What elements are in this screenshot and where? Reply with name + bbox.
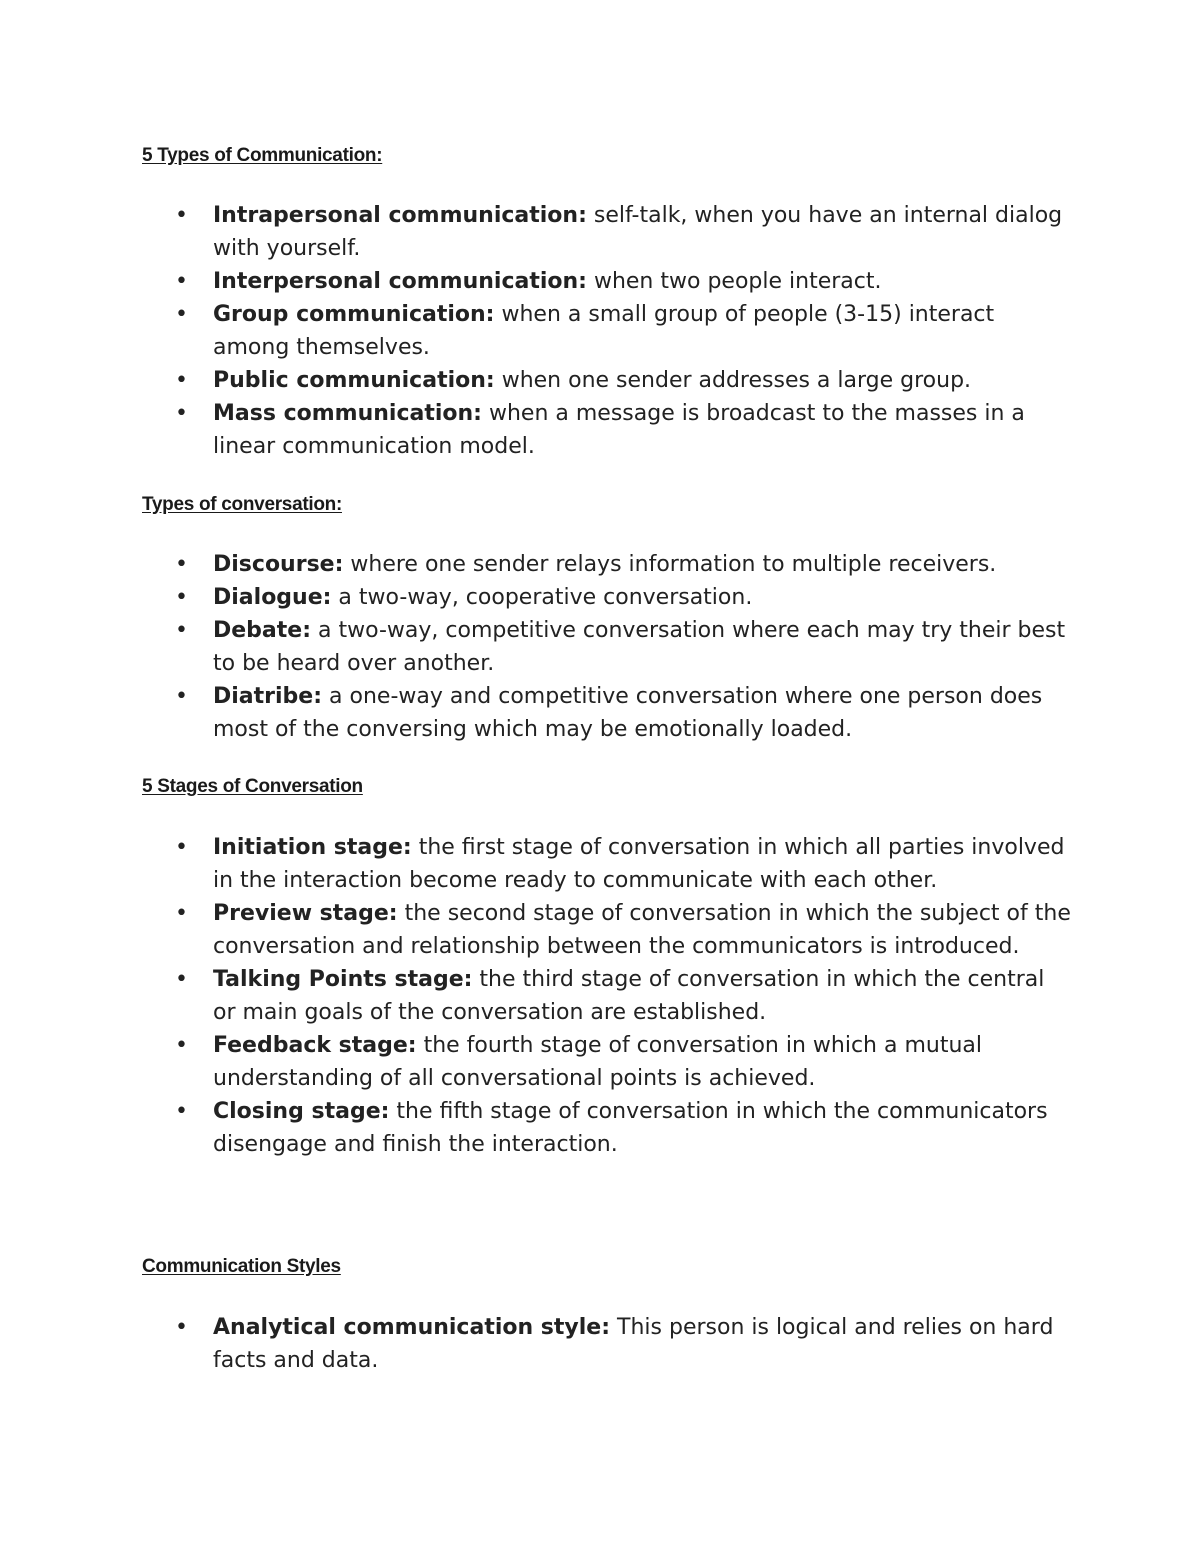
bullet-icon: • bbox=[175, 1099, 188, 1124]
bullet-icon: • bbox=[175, 618, 188, 643]
item-text: This person is logical and relies on hard facts and data. bbox=[213, 1315, 1054, 1373]
item-text: the fourth stage of conversation in which a mutual understanding of all conversational points is achieved. bbox=[213, 1033, 983, 1091]
list-item bbox=[0, 680, 1073, 746]
list-item bbox=[0, 1095, 1073, 1161]
item-text: a two-way, competitive conversation where each may try their best to be heard over another. bbox=[213, 618, 1066, 676]
list-item bbox=[0, 1311, 1073, 1377]
item-term: Initiation stage: bbox=[213, 835, 412, 860]
item-text: when a message is broadcast to the masses in a linear communication model. bbox=[213, 401, 1025, 459]
item-text: self-talk, when you have an internal dialog with yourself. bbox=[213, 203, 1063, 261]
list-item bbox=[0, 581, 1073, 614]
item-text: the third stage of conversation in which the central or main goals of the conversation are established. bbox=[213, 967, 1045, 1025]
section-heading-types-of-communication: 5 Types of Communication: bbox=[142, 145, 383, 166]
list-item bbox=[0, 548, 1073, 581]
bullet-icon: • bbox=[175, 203, 188, 228]
item-term: Diatribe: bbox=[213, 684, 323, 709]
list-item bbox=[0, 397, 1073, 463]
item-term: Mass communication: bbox=[213, 401, 482, 426]
list-item bbox=[0, 364, 1073, 397]
bullet-icon: • bbox=[175, 1033, 188, 1058]
list-item bbox=[0, 614, 1073, 680]
list-item bbox=[0, 963, 1073, 1029]
item-term: Preview stage: bbox=[213, 901, 398, 926]
list-item bbox=[0, 1029, 1073, 1095]
item-term: Closing stage: bbox=[213, 1099, 390, 1124]
item-term: Group communication: bbox=[213, 302, 495, 327]
item-term: Debate: bbox=[213, 618, 312, 643]
item-term: Feedback stage: bbox=[213, 1033, 417, 1058]
item-term: Dialogue: bbox=[213, 585, 332, 610]
list-types-of-conversation bbox=[0, 548, 1200, 746]
item-term: Interpersonal communication: bbox=[213, 269, 587, 294]
list-item bbox=[0, 298, 1073, 364]
list-item bbox=[0, 897, 1073, 963]
item-text: when one sender addresses a large group. bbox=[494, 368, 972, 393]
item-text: a one-way and competitive conversation where one person does most of the conversing which may be emotionally loaded. bbox=[213, 684, 1043, 742]
item-text: where one sender relays information to multiple receivers. bbox=[343, 552, 997, 577]
section-heading-stages-of-conversation: 5 Stages of Conversation bbox=[142, 776, 363, 797]
list-types-of-communication bbox=[0, 199, 1200, 463]
bullet-icon: • bbox=[175, 302, 188, 327]
list-item bbox=[0, 199, 1073, 265]
item-text: the fifth stage of conversation in which the communicators disengage and finish the interaction. bbox=[213, 1099, 1048, 1157]
section-heading-types-of-conversation: Types of conversation: bbox=[142, 494, 342, 515]
item-term: Analytical communication style: bbox=[213, 1315, 611, 1340]
bullet-icon: • bbox=[175, 269, 188, 294]
bullet-icon: • bbox=[175, 901, 188, 926]
bullet-icon: • bbox=[175, 552, 188, 577]
item-text: the second stage of conversation in which the subject of the conversation and relationship between the communicators is introduced. bbox=[213, 901, 1071, 959]
item-text: a two-way, cooperative conversation. bbox=[331, 585, 753, 610]
item-text: when two people interact. bbox=[586, 269, 882, 294]
list-communication-styles bbox=[0, 1311, 1200, 1377]
item-term: Intrapersonal communication: bbox=[213, 203, 587, 228]
item-term: Talking Points stage: bbox=[213, 967, 473, 992]
list-item bbox=[0, 265, 1073, 298]
bullet-icon: • bbox=[175, 1315, 188, 1340]
bullet-icon: • bbox=[175, 967, 188, 992]
item-term: Public communication: bbox=[213, 368, 495, 393]
bullet-icon: • bbox=[175, 368, 188, 393]
bullet-icon: • bbox=[175, 401, 188, 426]
item-term: Discourse: bbox=[213, 552, 344, 577]
list-stages-of-conversation bbox=[0, 831, 1200, 1161]
item-text: when a small group of people (3-15) interact among themselves. bbox=[213, 302, 995, 360]
bullet-icon: • bbox=[175, 835, 188, 860]
section-heading-communication-styles: Communication Styles bbox=[142, 1256, 341, 1277]
list-item bbox=[0, 831, 1073, 897]
bullet-icon: • bbox=[175, 684, 188, 709]
item-text: the first stage of conversation in which all parties involved in the interaction become ready to communicate with each other. bbox=[213, 835, 1065, 893]
bullet-icon: • bbox=[175, 585, 188, 610]
